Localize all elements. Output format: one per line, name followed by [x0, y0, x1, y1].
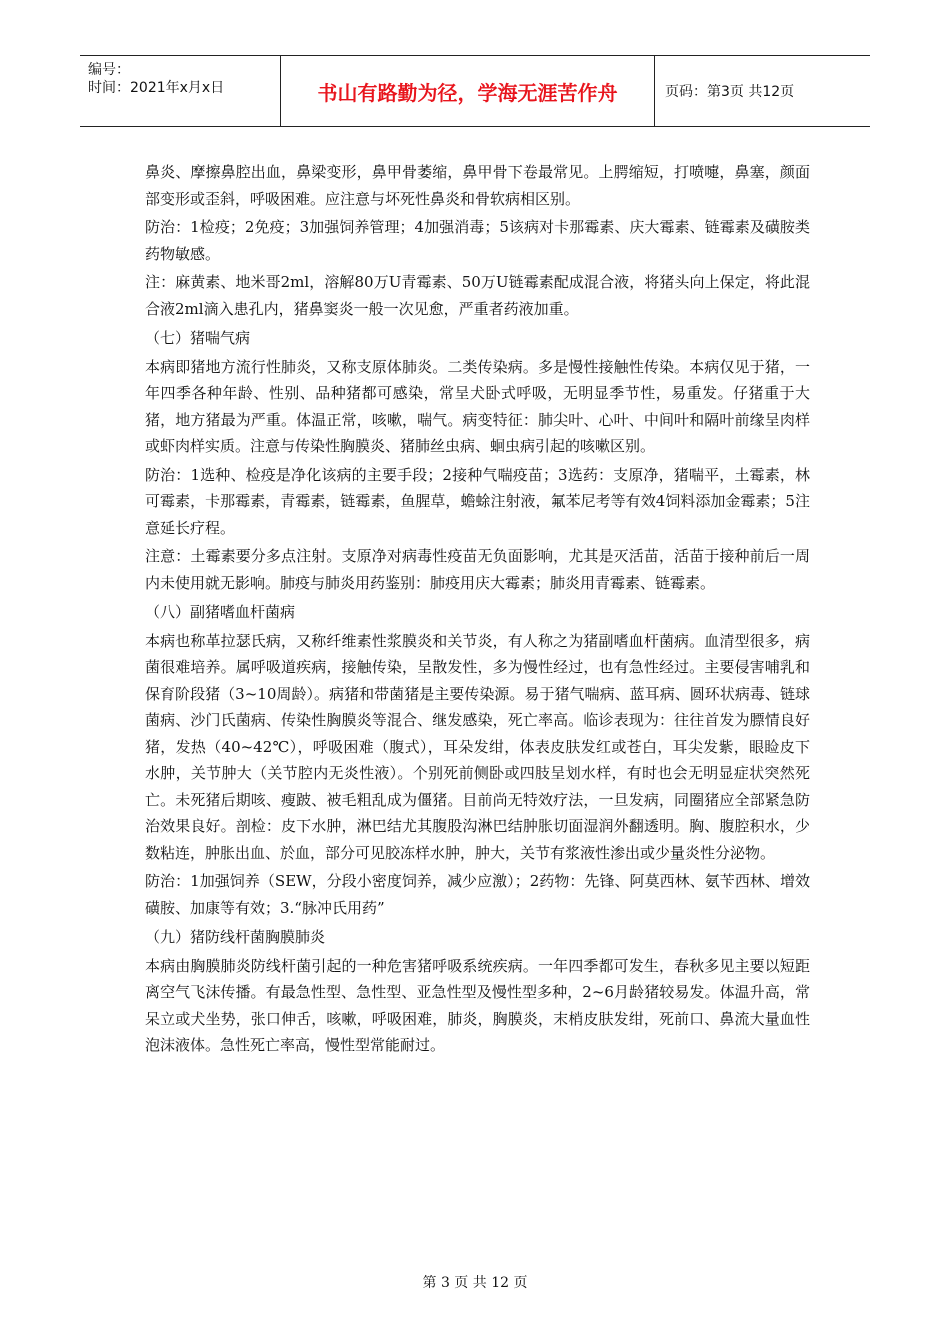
body-paragraph: 本病也称革拉瑟氏病，又称纤维素性浆膜炎和关节炎，有人称之为猪副嗜血杆菌病。血清型很多，病菌很难培养。属呼吸道疾病，接触传染，呈散发性，多为慢性经过，也有急性经过。主要侵害哺乳和保育阶段猪（3~10周龄）。病猪和带菌猪是主要传染源。易于猪气喘病、蓝耳病、圆环状病毒、链球菌病、沙门氏菌病、传染性胸膜炎等混合、继发感染，死亡率高。临诊表现为：往往首发为膘情良好猪，发热（40~42℃），呼吸困难（腹式），耳朵发绀，体表皮肤发红或苍白，耳尖发紫，眼睑皮下水肿，关节肿大（关节腔内无炎性液）。个别死前侧卧或四肢呈划水样，有时也会无明显症状突然死亡。未死猪后期咳、瘦跛、被毛粗乱成为僵猪。目前尚无特效疗法，一旦发病，同圈猪应全部紧急防治效果良好。剖检：皮下水肿，淋巴结尤其腹股沟淋巴结肿胀切面湿润外翻透明。胸、腹腔积水，少数粘连，肿胀出血、於血，部分可见胶冻样水肿，肿大，关节有浆液性渗出或少量炎性分泌物。: [145, 631, 810, 862]
body-paragraph: 防治：1加强饲养（SEW，分段小密度饲养，减少应激）；2药物：先锋、阿莫西林、氨苄西林、增效磺胺、加康等有效；3.“脉冲氏用药”: [145, 872, 810, 917]
section-heading: （九）猪防线杆菌胸膜肺炎: [145, 928, 326, 946]
document-body: [145, 157, 810, 1059]
body-paragraph: 防治：1选种、检疫是净化该病的主要手段；2接种气喘疫苗；3选药：支原净，猪喘平，土霉素，林可霉素，卡那霉素，青霉素，链霉素，鱼腥草，蟾蜍注射液，氟苯尼考等有效4饲料添加金霉素；5注意延长疗程。: [145, 465, 810, 537]
page-footer: 第 3 页 共 12 页: [422, 1275, 528, 1291]
document-time-label: 时间：2021年x月x日: [88, 80, 225, 96]
body-paragraph: 本病即猪地方流行性肺炎，又称支原体肺炎。二类传染病。多是慢性接触性传染。本病仅见于猪，一年四季各种年龄、性别、品种猪都可感染，常呈犬卧式呼吸，无明显季节性，易重发。仔猪重于大猪，地方猪最为严重。体温正常，咳嗽，喘气。病变特征：肺尖叶、心叶、中间叶和隔叶前缘呈肉样或虾肉样实质。注意与传染性胸膜炎、猪肺丝虫病、蛔虫病引起的咳嗽区别。: [145, 357, 810, 455]
body-paragraph: 鼻炎、摩擦鼻腔出血，鼻梁变形，鼻甲骨萎缩，鼻甲骨下卷最常见。上腭缩短，打喷嚏，鼻塞，颜面部变形或歪斜，呼吸困难。应注意与坏死性鼻炎和骨软病相区别。: [145, 163, 810, 208]
page-header: [80, 55, 870, 127]
body-paragraph: 本病由胸膜肺炎防线杆菌引起的一种危害猪呼吸系统疾病。一年四季都可发生，春秋多见主要以短距离空气飞沫传播。有最急性型、急性型、亚急性型及慢性型多种，2~6月龄猪较易发。体温升高，常呆立或犬坐势，张口伸舌，咳嗽，呼吸困难，肺炎，胸膜炎，末梢皮肤发绀，死前口、鼻流大量血性泡沫液体。急性死亡率高，慢性型常能耐过。: [145, 956, 810, 1054]
header-meta: [80, 56, 281, 126]
document-number-label: 编号：: [88, 62, 130, 78]
header-page-number: 页码：第3页 共12页: [665, 84, 795, 100]
body-paragraph: 注：麻黄素、地米哥2ml，溶解80万U青霉素、50万U链霉素配成混合液，将猪头向上保定，将此混合液2ml滴入患孔内，猪鼻窦炎一般一次见愈，严重者药液加重。: [145, 273, 810, 318]
section-heading: （七）猪喘气病: [145, 329, 251, 347]
header-motto: 书山有路勤为径，学海无涯苦作舟: [281, 56, 655, 126]
body-paragraph: 防治：1检疫；2免疫；3加强饲养管理；4加强消毒；5该病对卡那霉素、庆大霉素、链霉素及磺胺类药物敏感。: [145, 218, 810, 263]
body-paragraph: 注意：土霉素要分多点注射。支原净对病毒性疫苗无负面影响，尤其是灭活苗，活苗于接种前后一周内未使用就无影响。肺疫与肺炎用药鉴别：肺疫用庆大霉素；肺炎用青霉素、链霉素。: [145, 547, 810, 592]
section-heading: （八）副猪嗜血杆菌病: [145, 603, 296, 621]
